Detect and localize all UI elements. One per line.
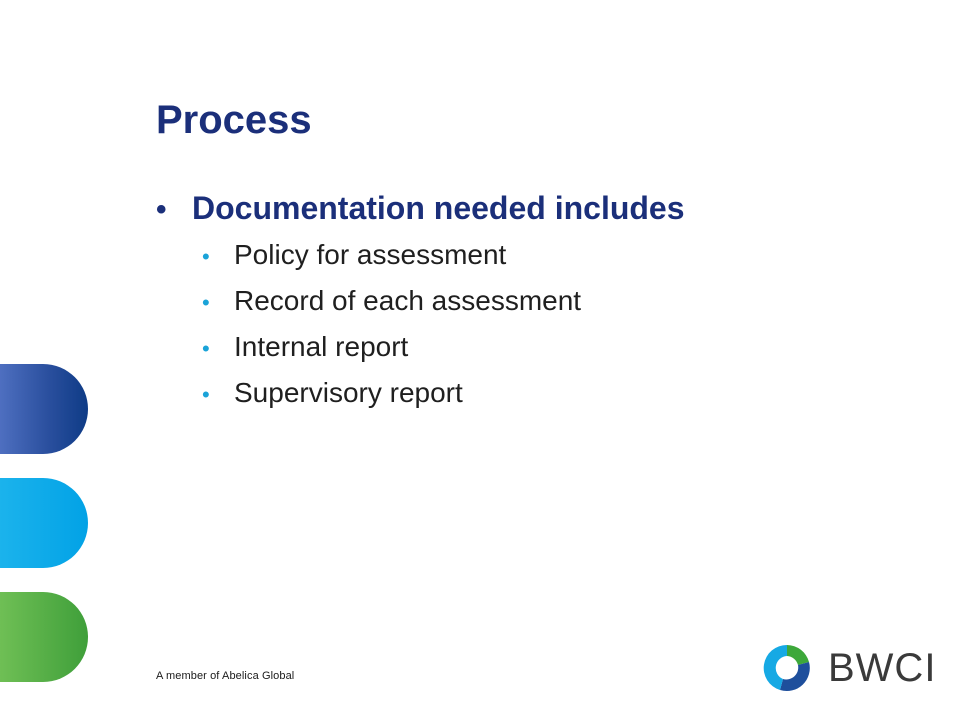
- decorative-tab-green: [0, 592, 88, 682]
- sub-bullet-text: Policy for assessment: [234, 239, 507, 270]
- bwci-logo-icon: [760, 641, 814, 695]
- sub-bullet-item: [202, 284, 896, 330]
- bullet-dot-icon: •: [156, 193, 167, 226]
- sub-bullet-dot-icon: •: [202, 382, 210, 407]
- sub-bullet-list: [202, 232, 896, 422]
- bullet-level1: [156, 186, 896, 232]
- decorative-tab-navy: [0, 364, 88, 454]
- decorative-tab-cyan: [0, 478, 88, 568]
- bullet-list: [156, 186, 896, 422]
- sub-bullet-text: Internal report: [234, 331, 409, 362]
- sub-bullet-text: Record of each assessment: [234, 285, 582, 316]
- sub-bullet-item: [202, 376, 896, 422]
- sub-bullet-item: [202, 330, 896, 376]
- bwci-logo: [760, 640, 937, 696]
- sub-bullet-text: Supervisory report: [234, 377, 463, 408]
- sub-bullet-dot-icon: •: [202, 336, 210, 361]
- sub-bullet-item: [202, 238, 896, 284]
- bullet-text: Documentation needed includes: [192, 190, 685, 226]
- sub-bullet-dot-icon: •: [202, 244, 210, 269]
- sub-bullet-dot-icon: •: [202, 290, 210, 315]
- membership-footer: A member of Abelica Global: [156, 670, 295, 682]
- logo-wordmark: BWCI: [828, 646, 937, 690]
- slide-title: Process: [156, 98, 312, 142]
